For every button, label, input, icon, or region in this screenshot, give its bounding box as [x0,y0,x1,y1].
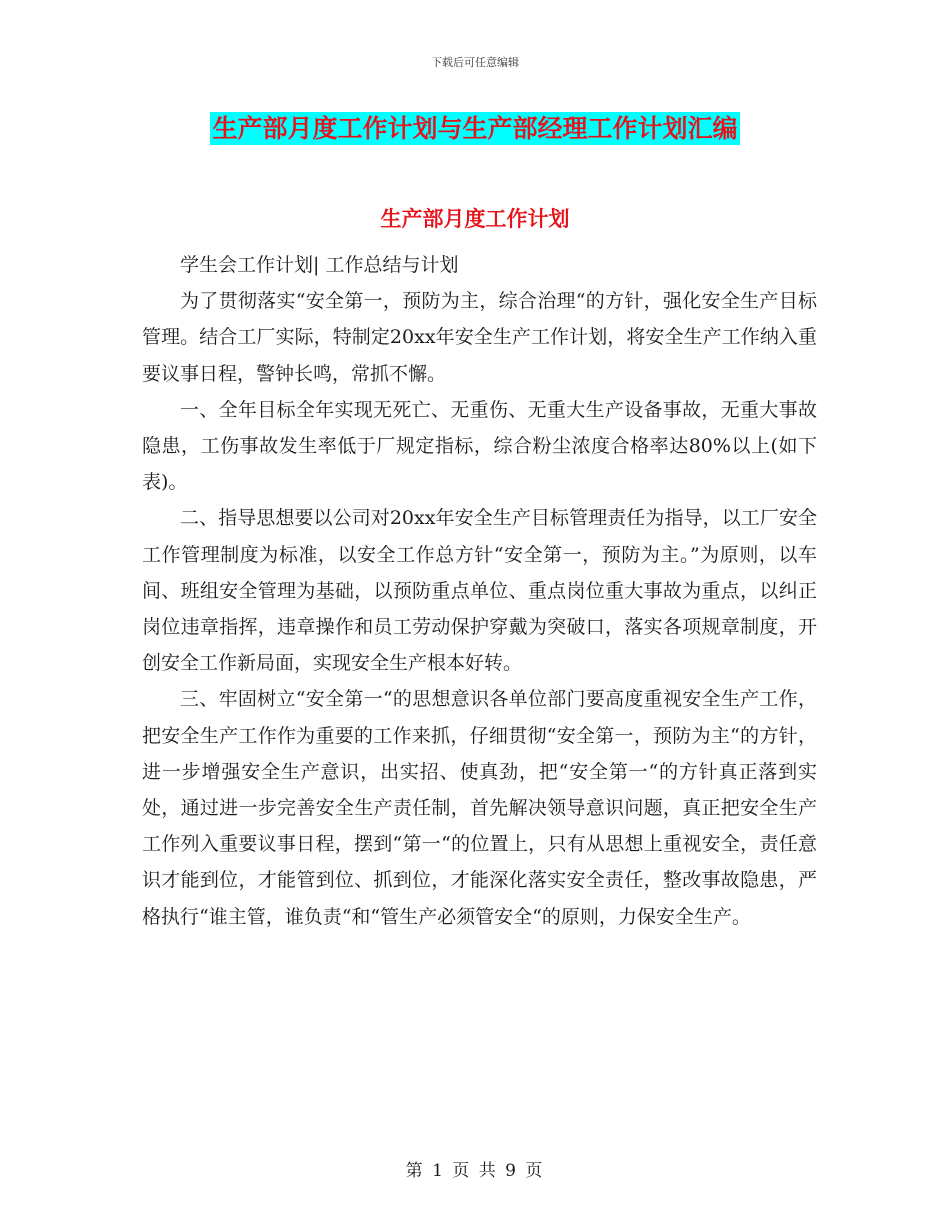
section-title: 生产部月度工作计划 [380,207,570,231]
paragraph-intro: 为了贯彻落实“安全第一，预防为主，综合治理“的方针，强化安全生产目标管理。结合工厂实际，特制定20xx年安全生产工作计划，将安全生产工作纳入重要议事日程，警钟长鸣，常抓不懈。 [142,290,817,385]
paragraph-safety-awareness: 三、牢固树立“安全第一“的思想意识各单位部门要高度重视安全生产工作，把安全生产工作作为重要的工作来抓，仔细贯彻“安全第一，预防为主“的方针，进一步增强安全生产意识，出实招、使真劲，把“安全第一“的方针真正落到实处，通过进一步完善安全生产责任制，首先解决领导意识问题，真正把安全生产工作列入重要议事日程，摆到“第一“的位置上，只有从思想上重视安全，责任意识才能到位，才能管到位、抓到位，才能深化落实安全责任，整改事故隐患，严格执行“谁主管，谁负责“和“管生产必须管安全“的原则，力保安全生产。 [142,688,817,928]
main-title-container [0,112,950,145]
paragraph-subheading: 学生会工作计划| 工作总结与计划 [180,254,459,276]
document-main-title: 生产部月度工作计划与生产部经理工作计划汇编 [212,114,738,143]
document-body [142,247,817,935]
paragraph-guiding-ideology: 二、指导思想要以公司对20xx年安全生产目标管理责任为指导，以工厂安全工作管理制度为标准，以安全工作总方针“安全第一，预防为主。”为原则，以车间、班组安全管理为基础，以预防重点单位、重点岗位重大事故为重点，以纠正岗位违章指挥，违章操作和员工劳动保护穿戴为突破口，落实各项规章制度，开创安全工作新局面，实现安全生产根本好转。 [142,507,817,675]
page-footer: 第 1 页 共 9 页 [405,1161,545,1181]
header-note: 下载后可任意编辑 [431,56,519,69]
paragraph-annual-goals: 一、全年目标全年实现无死亡、无重伤、无重大生产设备事故，无重大事故隐患，工伤事故发生率低于厂规定指标，综合粉尘浓度合格率达80%以上(如下表)。 [142,398,817,494]
